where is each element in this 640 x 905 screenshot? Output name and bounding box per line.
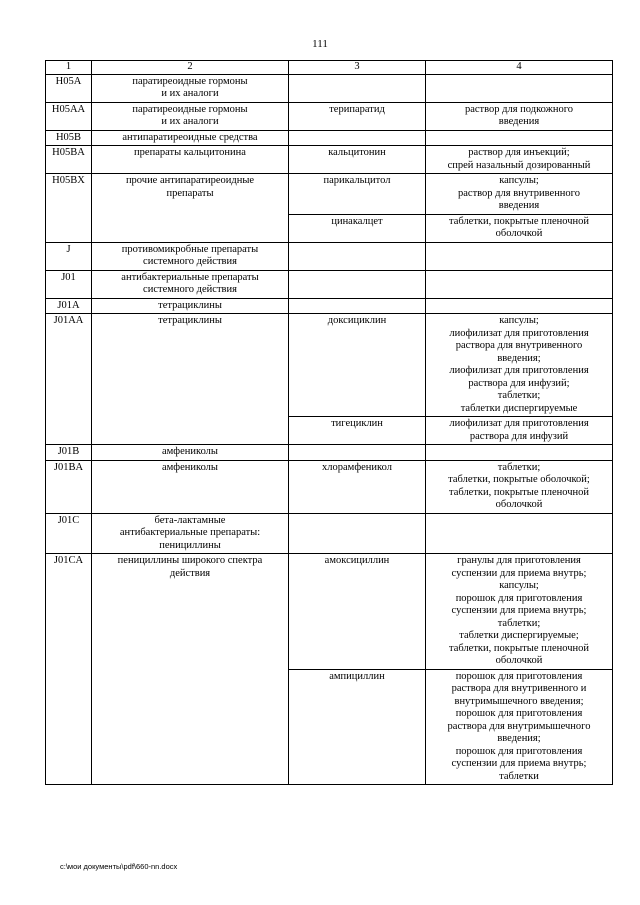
group-name-line: амфениколы	[162, 446, 218, 457]
atc-code-cell: J01C	[46, 513, 92, 554]
dosage-form-line: капсулы;	[499, 315, 539, 326]
column-header: 3	[289, 61, 426, 75]
group-name-cell	[92, 174, 289, 243]
group-name-line: и их аналоги	[161, 116, 219, 127]
dosage-form-line: раствора для внутримышечного	[447, 720, 591, 732]
drug-name-cell: терипаратид	[289, 102, 426, 130]
table-row	[46, 102, 613, 130]
dosage-form-line: таблетки;	[497, 461, 541, 473]
group-name-cell	[92, 102, 289, 130]
dosage-form-cell	[426, 242, 613, 270]
dosage-form-cell	[426, 74, 613, 102]
group-name-cell	[92, 74, 289, 102]
group-name-cell	[92, 513, 289, 554]
group-name-line: системного действия	[143, 284, 237, 295]
dosage-form-line: капсулы;	[499, 175, 539, 186]
group-name-line: тетрациклины	[158, 299, 222, 311]
table-row	[46, 298, 613, 314]
group-name-line: и их аналоги	[161, 88, 219, 99]
dosage-form-line: таблетки, покрытые пленочной	[448, 215, 589, 227]
dosage-form-cell	[426, 669, 613, 785]
dosage-form-line: лиофилизат для приготовления	[449, 365, 589, 376]
drug-name-cell	[289, 445, 426, 461]
atc-code-cell: H05A	[46, 74, 92, 102]
dosage-form-cell	[426, 130, 613, 146]
atc-code-cell: J01AA	[46, 314, 92, 445]
dosage-form-line: суспензии для приема внутрь;	[451, 605, 587, 616]
drug-list-table	[45, 60, 613, 785]
group-name-cell	[92, 314, 289, 445]
atc-code-cell: H05AA	[46, 102, 92, 130]
group-name-cell	[92, 298, 289, 314]
dosage-form-line: порошок для приготовления	[455, 592, 583, 604]
atc-code-cell: J01B	[46, 445, 92, 461]
dosage-form-line: раствора для внутривенного и	[451, 683, 587, 694]
atc-code-cell: J01BA	[46, 460, 92, 513]
group-name-line: препараты	[166, 187, 214, 199]
dosage-form-cell	[426, 298, 613, 314]
atc-code-cell: J01CA	[46, 554, 92, 785]
drug-name-cell: тигециклин	[289, 417, 426, 445]
atc-code-cell: H05BA	[46, 146, 92, 174]
dosage-form-cell	[426, 513, 613, 554]
drug-name-cell: амоксициллин	[289, 554, 426, 670]
dosage-form-line: введения;	[497, 733, 541, 744]
dosage-form-line: раствора для инфузий	[469, 430, 569, 442]
dosage-form-line: спрей назальный дозированный	[447, 159, 591, 171]
table-row	[46, 174, 613, 215]
group-name-cell	[92, 445, 289, 461]
dosage-form-cell	[426, 214, 613, 242]
drug-name-cell	[289, 513, 426, 554]
dosage-form-line: оболочкой	[495, 499, 543, 510]
dosage-form-line: раствор для подкожного	[464, 103, 574, 115]
group-name-cell	[92, 460, 289, 513]
group-name-line: системного действия	[143, 256, 237, 267]
group-name-line: противомикробные препараты	[121, 243, 259, 255]
group-name-cell	[92, 146, 289, 174]
dosage-form-line: лиофилизат для приготовления	[449, 327, 589, 339]
group-name-line: прочие антипаратиреоидные	[125, 175, 255, 186]
drug-name-cell	[289, 270, 426, 298]
table-row	[46, 460, 613, 513]
dosage-form-cell	[426, 314, 613, 417]
page-number: 111	[312, 38, 328, 50]
dosage-form-line: порошок для приготовления	[455, 745, 583, 757]
dosage-form-line: гранулы для приготовления	[457, 555, 581, 566]
table-row	[46, 270, 613, 298]
group-name-line: антипаратиреоидные средства	[122, 131, 258, 143]
column-header: 2	[92, 61, 289, 75]
dosage-form-line: оболочкой	[495, 228, 543, 239]
atc-code-cell: H05B	[46, 130, 92, 146]
drug-name-cell	[289, 130, 426, 146]
dosage-form-cell	[426, 445, 613, 461]
group-name-line: амфениколы	[162, 461, 218, 473]
dosage-form-line: суспензии для приема внутрь;	[451, 758, 587, 769]
atc-code-cell: J	[46, 242, 92, 270]
table-row	[46, 554, 613, 670]
group-name-cell	[92, 130, 289, 146]
group-name-line: антибактериальные препараты	[121, 271, 259, 283]
drug-name-cell: хлорамфеникол	[289, 460, 426, 513]
dosage-form-line: таблетки диспергируемые	[460, 402, 578, 414]
dosage-form-line: порошок для приготовления	[455, 670, 583, 682]
dosage-form-cell	[426, 102, 613, 130]
dosage-form-cell	[426, 146, 613, 174]
drug-name-cell: доксициклин	[289, 314, 426, 417]
column-header: 4	[426, 61, 613, 75]
drug-name-cell	[289, 74, 426, 102]
drug-name-cell	[289, 298, 426, 314]
group-name-line: антибактериальные препараты:	[119, 527, 261, 538]
dosage-form-line: введения	[498, 200, 540, 211]
dosage-form-line: таблетки;	[497, 617, 541, 629]
dosage-form-line: введения	[498, 116, 540, 127]
atc-code-cell: J01A	[46, 298, 92, 314]
dosage-form-line: капсулы;	[499, 580, 539, 591]
dosage-form-line: раствора для внутривенного	[455, 340, 583, 351]
drug-name-cell: ампициллин	[289, 669, 426, 785]
atc-code-cell: J01	[46, 270, 92, 298]
dosage-form-line: таблетки, покрытые пленочной	[448, 642, 589, 654]
group-name-line: паратиреоидные гормоны	[132, 75, 248, 87]
dosage-form-cell	[426, 270, 613, 298]
drug-name-cell: кальцитонин	[289, 146, 426, 174]
table-row	[46, 146, 613, 174]
table-row	[46, 513, 613, 554]
group-name-line: пенициллины	[159, 539, 221, 551]
dosage-form-line: порошок для приготовления	[455, 708, 583, 719]
dosage-form-line: таблетки диспергируемые;	[459, 630, 579, 641]
table-row	[46, 314, 613, 417]
group-name-line: бета-лактамные	[154, 514, 226, 526]
dosage-form-line: лиофилизат для приготовления	[449, 418, 589, 429]
dosage-form-line: раствор для внутривенного	[458, 187, 580, 199]
dosage-form-line: таблетки;	[497, 390, 541, 401]
table-row	[46, 74, 613, 102]
dosage-form-line: суспензии для приема внутрь;	[451, 567, 587, 579]
dosage-form-line: раствора для инфузий;	[468, 377, 570, 389]
drug-name-cell	[289, 242, 426, 270]
dosage-form-line: введения;	[497, 352, 541, 364]
file-path-footer: c:\мои документы\pdf\660-nn.docx	[60, 862, 178, 871]
group-name-line: тетрациклины	[158, 315, 222, 326]
group-name-line: паратиреоидные гормоны	[132, 103, 248, 115]
group-name-cell	[92, 554, 289, 785]
drug-name-cell: цинакалцет	[289, 214, 426, 242]
dosage-form-cell	[426, 174, 613, 215]
group-name-line: препараты кальцитонина	[134, 147, 246, 158]
group-name-cell	[92, 270, 289, 298]
dosage-form-line: оболочкой	[495, 655, 543, 666]
group-name-cell	[92, 242, 289, 270]
dosage-form-line: таблетки	[499, 770, 539, 782]
column-header: 1	[46, 61, 92, 75]
atc-code-cell: H05BX	[46, 174, 92, 243]
table-header-row	[46, 61, 613, 75]
group-name-line: действия	[169, 567, 211, 579]
table-row	[46, 242, 613, 270]
dosage-form-line: раствор для инъекций;	[468, 147, 570, 158]
dosage-form-cell	[426, 417, 613, 445]
table-row	[46, 130, 613, 146]
drug-name-cell: парикальцитол	[289, 174, 426, 215]
group-name-line: пенициллины широкого спектра	[117, 555, 263, 566]
table-body	[46, 74, 613, 785]
dosage-form-line: таблетки, покрытые оболочкой;	[448, 474, 590, 485]
dosage-form-cell	[426, 554, 613, 670]
table-row	[46, 445, 613, 461]
dosage-form-line: внутримышечного введения;	[454, 695, 584, 707]
dosage-form-cell	[426, 460, 613, 513]
dosage-form-line: таблетки, покрытые пленочной	[448, 486, 589, 498]
